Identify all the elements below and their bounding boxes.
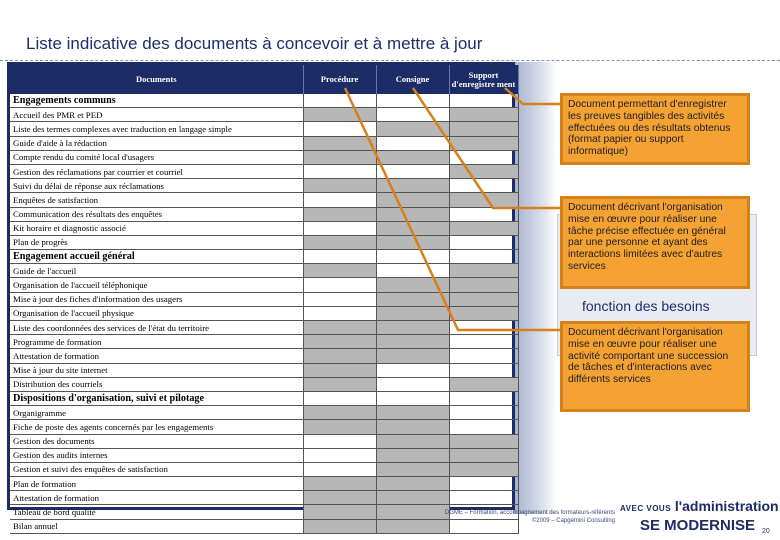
document-name: Liste des coordonnées des services de l'état du territoire: [10, 321, 303, 335]
brand-logo-top: [620, 498, 779, 514]
table-row: [10, 221, 518, 235]
document-name: Liste des termes complexes avec traduction en langage simple: [10, 122, 303, 136]
consigne-cell: [376, 136, 449, 150]
support-cell: [449, 264, 518, 278]
consigne-cell: [376, 448, 449, 462]
support-cell: [449, 306, 518, 320]
header-procedure: Procédure: [303, 65, 376, 94]
consigne-cell: [376, 462, 449, 476]
table-row: [10, 306, 518, 320]
support-cell: [449, 491, 518, 505]
table-row: [10, 491, 518, 505]
page-title: Liste indicative des documents à concevoir et à mettre à jour: [26, 34, 483, 53]
support-cell: [449, 179, 518, 193]
consigne-cell: [376, 94, 449, 108]
table-row: [10, 264, 518, 278]
title-divider: [0, 60, 780, 61]
document-name: Kit horaire et diagnostic associé: [10, 221, 303, 235]
document-name: Plan de progrès: [10, 235, 303, 249]
document-name: Compte rendu du comité local d'usagers: [10, 150, 303, 164]
footer-line-2: ©2009 – Capgemini Consulting: [531, 518, 615, 524]
procedure-cell: [303, 264, 376, 278]
procedure-cell: [303, 391, 376, 405]
consigne-cell: [376, 349, 449, 363]
procedure-cell: [303, 278, 376, 292]
support-cell: [449, 278, 518, 292]
document-name: Mise à jour des fiches d'information des usagers: [10, 292, 303, 306]
procedure-cell: [303, 122, 376, 136]
consigne-cell: [376, 491, 449, 505]
consigne-cell: [376, 477, 449, 491]
page-number: 20: [762, 528, 770, 535]
consigne-cell: [376, 292, 449, 306]
documents-table: [10, 65, 519, 534]
procedure-cell: [303, 136, 376, 150]
document-name: Distribution des courriels: [10, 377, 303, 391]
table-row: [10, 164, 518, 178]
table-row: [10, 363, 518, 377]
consigne-cell: [376, 406, 449, 420]
procedure-cell: [303, 434, 376, 448]
procedure-cell: [303, 235, 376, 249]
consigne-cell: [376, 377, 449, 391]
table-row: [10, 193, 518, 207]
document-name: Organigramme: [10, 406, 303, 420]
table-row: [10, 377, 518, 391]
support-cell: [449, 462, 518, 476]
document-name: Plan de formation: [10, 477, 303, 491]
procedure-cell: [303, 519, 376, 533]
documents-table-frame: [7, 62, 516, 532]
procedure-cell: [303, 179, 376, 193]
brand-main: l'administration: [674, 498, 779, 514]
table-row: [10, 335, 518, 349]
consigne-cell: [376, 250, 449, 264]
document-name: Organisation de l'accueil physique: [10, 306, 303, 320]
support-cell: [449, 448, 518, 462]
document-name: Gestion des réclamations par courrier et courriel: [10, 164, 303, 178]
consigne-cell: [376, 164, 449, 178]
consigne-cell: [376, 335, 449, 349]
brand-tagline: SE MODERNISE: [640, 517, 756, 534]
support-cell: [449, 377, 518, 391]
support-cell: [449, 207, 518, 221]
table-row: [10, 150, 518, 164]
procedure-cell: [303, 321, 376, 335]
table-row: [10, 349, 518, 363]
table-row: [10, 448, 518, 462]
procedure-cell: [303, 306, 376, 320]
support-cell: [449, 250, 518, 264]
callout-support-enregistrement: Document permettant d'enregistrer les preuves tangibles des activités effectuées ou des résultats obtenus (format papier ou support informatique): [560, 93, 750, 165]
procedure-cell: [303, 164, 376, 178]
procedure-cell: [303, 193, 376, 207]
table-row: [10, 406, 518, 420]
procedure-cell: [303, 250, 376, 264]
procedure-cell: [303, 477, 376, 491]
procedure-cell: [303, 221, 376, 235]
support-cell: [449, 108, 518, 122]
table-row: [10, 179, 518, 193]
document-name: Guide d'aide à la rédaction: [10, 136, 303, 150]
table-header-row: [10, 65, 518, 94]
consigne-cell: [376, 321, 449, 335]
document-name: Fiche de poste des agents concernés par les engagements: [10, 420, 303, 434]
table-row: [10, 434, 518, 448]
document-name: Attestation de formation: [10, 491, 303, 505]
document-name: Attestation de formation: [10, 349, 303, 363]
consigne-cell: [376, 207, 449, 221]
procedure-cell: [303, 349, 376, 363]
document-name: Gestion des audits internes: [10, 448, 303, 462]
procedure-cell: [303, 462, 376, 476]
support-cell: [449, 292, 518, 306]
support-cell: [449, 193, 518, 207]
document-name: Organisation de l'accueil téléphonique: [10, 278, 303, 292]
footer-credits: [400, 509, 615, 525]
consigne-cell: [376, 434, 449, 448]
table-row: [10, 420, 518, 434]
support-cell: [449, 164, 518, 178]
document-name: Tableau de bord qualité: [10, 505, 303, 519]
document-name: Programme de formation: [10, 335, 303, 349]
consigne-cell: [376, 264, 449, 278]
document-name: Bilan annuel: [10, 519, 303, 533]
procedure-cell: [303, 108, 376, 122]
header-documents: Documents: [10, 65, 303, 94]
support-cell: [449, 235, 518, 249]
procedure-cell: [303, 292, 376, 306]
document-name: Enquêtes de satisfaction: [10, 193, 303, 207]
footer-line-1: DGME – Formation, accompagnement des formateurs-référents: [444, 510, 615, 516]
procedure-cell: [303, 406, 376, 420]
procedure-cell: [303, 505, 376, 519]
callout-consigne: Document décrivant l'organisation mise en œuvre pour réaliser une tâche précise effectuée en général par une personne et ayant des interactions limitées avec d'autres services: [560, 196, 750, 289]
table-row: [10, 122, 518, 136]
support-cell: [449, 349, 518, 363]
procedure-cell: [303, 207, 376, 221]
support-cell: [449, 94, 518, 108]
support-cell: [449, 477, 518, 491]
procedure-cell: [303, 491, 376, 505]
support-cell: [449, 420, 518, 434]
support-cell: [449, 321, 518, 335]
consigne-cell: [376, 193, 449, 207]
procedure-cell: [303, 335, 376, 349]
procedure-cell: [303, 94, 376, 108]
section-title: Engagements communs: [10, 94, 303, 108]
section-row: [10, 250, 518, 264]
support-cell: [449, 150, 518, 164]
consigne-cell: [376, 221, 449, 235]
consigne-cell: [376, 108, 449, 122]
consigne-cell: [376, 278, 449, 292]
procedure-cell: [303, 420, 376, 434]
document-name: Guide de l'accueil: [10, 264, 303, 278]
support-cell: [449, 136, 518, 150]
consigne-cell: [376, 150, 449, 164]
consigne-cell: [376, 363, 449, 377]
panel-shadow: [513, 62, 557, 514]
table-body: [10, 94, 518, 533]
table-row: [10, 136, 518, 150]
table-row: [10, 235, 518, 249]
support-cell: [449, 391, 518, 405]
header-support: Support d'enregistre ment: [449, 65, 518, 94]
consigne-cell: [376, 391, 449, 405]
table-row: [10, 462, 518, 476]
document-name: Mise à jour du site internet: [10, 363, 303, 377]
table-row: [10, 321, 518, 335]
support-cell: [449, 406, 518, 420]
consigne-cell: [376, 179, 449, 193]
document-name: Suivi du délai de réponse aux réclamations: [10, 179, 303, 193]
consigne-cell: [376, 235, 449, 249]
support-cell: [449, 434, 518, 448]
consigne-cell: [376, 122, 449, 136]
table-row: [10, 207, 518, 221]
support-cell: [449, 221, 518, 235]
section-title: Engagement accueil général: [10, 250, 303, 264]
section-row: [10, 391, 518, 405]
consigne-cell: [376, 306, 449, 320]
document-name: Communication des résultats des enquêtes: [10, 207, 303, 221]
table-row: [10, 477, 518, 491]
background-slide-text: fonction des besoins: [582, 298, 710, 314]
support-cell: [449, 363, 518, 377]
document-name: Accueil des PMR et PED: [10, 108, 303, 122]
brand-small: AVEC VOUS: [620, 504, 672, 513]
section-row: [10, 94, 518, 108]
support-cell: [449, 335, 518, 349]
procedure-cell: [303, 363, 376, 377]
document-name: Gestion des documents: [10, 434, 303, 448]
consigne-cell: [376, 420, 449, 434]
section-title: Dispositions d'organisation, suivi et pilotage: [10, 391, 303, 405]
table-row: [10, 292, 518, 306]
procedure-cell: [303, 150, 376, 164]
header-consigne: Consigne: [376, 65, 449, 94]
procedure-cell: [303, 448, 376, 462]
procedure-cell: [303, 377, 376, 391]
callout-procedure: Document décrivant l'organisation mise en œuvre pour réaliser une activité comportant une succession de tâches et d'interactions avec différents services: [560, 321, 750, 412]
table-row: [10, 108, 518, 122]
support-cell: [449, 122, 518, 136]
table-row: [10, 278, 518, 292]
document-name: Gestion et suivi des enquêtes de satisfaction: [10, 462, 303, 476]
